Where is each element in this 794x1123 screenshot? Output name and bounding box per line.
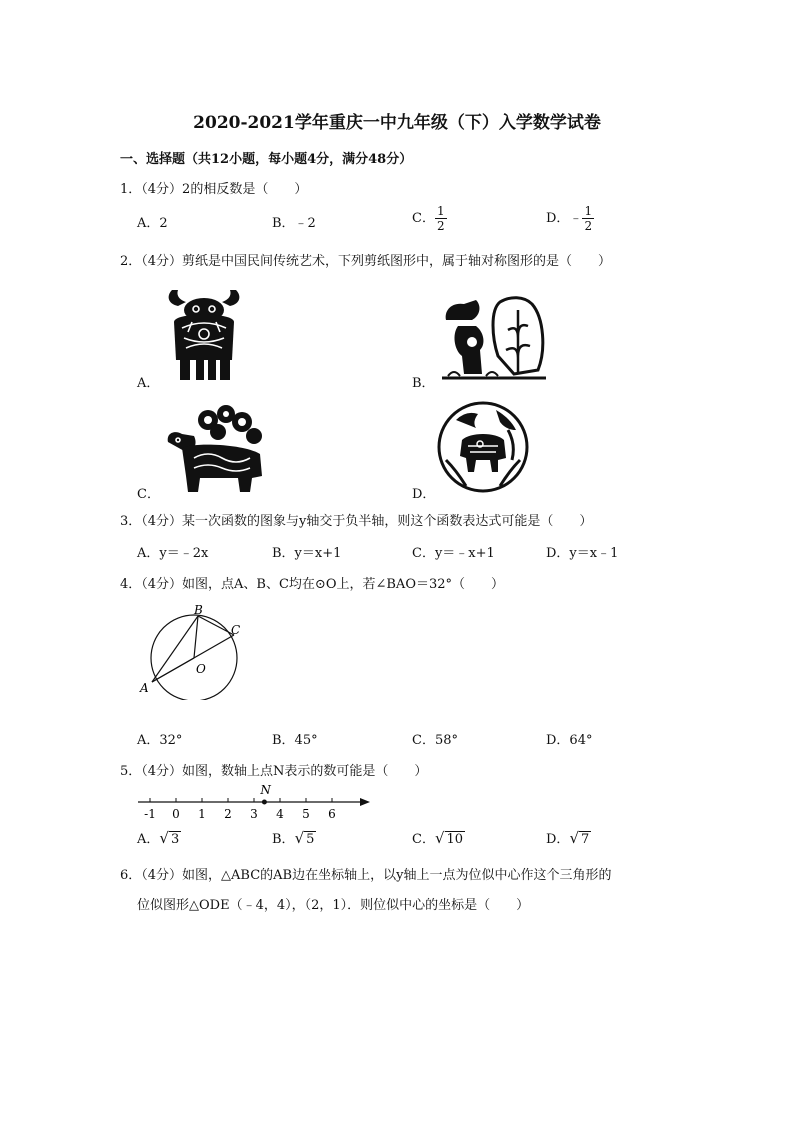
q2-option-b-label: B． [412,376,435,391]
number-line-tick-label: 0 [172,807,180,821]
q3-option-c: C．y＝﹣x+1 [412,546,495,561]
q3-option-a: A．y＝﹣2x [137,546,209,561]
q5-option-b [272,828,316,847]
q4-option-d: D．64° [546,733,593,748]
number-line-tick-label: 2 [224,807,232,821]
radicand: 5 [306,832,315,847]
q1-option-d-prefix: D．﹣ [546,211,583,226]
question-6-line-2: 位似图形△ODE（﹣4，4），（2，1）．则位似中心的坐标是（ ） [137,898,530,913]
q1-option-b: B．﹣2 [272,216,316,231]
q1-option-c-prefix: C． [412,211,435,226]
number-line-tick-label: 5 [302,807,310,821]
radicand: 3 [170,832,180,847]
number-line-point-label: N [260,783,271,797]
q1-option-c-fraction [435,204,447,233]
q1-option-a: A．2 [137,216,168,231]
fig-label-o: O [196,662,206,676]
q1-option-d-fraction [582,204,594,233]
radicand: 7 [581,832,590,847]
fig-label-c: C [231,623,241,637]
q4-option-b: B．45° [272,733,318,748]
q5-option-d-prefix: D． [546,832,570,847]
fraction-denominator: 2 [436,219,445,233]
page-title: 2020-2021学年重庆一中九年级（下）入学数学试卷 [193,113,601,133]
q5-option-d [546,828,591,847]
fig-label-b: B [194,603,203,617]
question-6-line-1: 6．（4分）如图，△ABC的AB边在坐标轴上，以y轴上一点为位似中心作这个三角形的 [120,868,612,883]
question-1-stem: 1．（4分）2的相反数是（ ） [120,182,308,197]
number-line-point-n [262,800,267,805]
fraction-numerator: 1 [584,204,593,218]
q2-option-a-label: A． [137,376,160,391]
fig-label-a: A [140,681,149,695]
sqrt-expression: √ 7 [569,829,590,847]
radicand: 10 [446,832,464,847]
papercut-ox-flowers-image [164,402,268,494]
q4-option-a: A．32° [137,733,183,748]
papercut-circle-ox-image [436,400,530,494]
papercut-ox-rock-image [438,290,550,382]
q1-option-d [546,204,594,233]
number-line-tick-label: 1 [198,807,206,821]
question-3-stem: 3．（4分）某一次函数的图象与y轴交于负半轴，则这个函数表达式可能是（ ） [120,514,593,529]
q3-option-d: D．y＝x﹣1 [546,546,619,561]
q5-option-a [137,828,181,847]
question-4-stem: 4．（4分）如图，点A、B、C均在⊙O上，若∠BAO＝32°（ ） [120,577,505,592]
number-line-tick-label: 3 [250,807,258,821]
section-heading: 一、选择题（共12小题，每小题4分，满分48分） [120,152,413,167]
question-2-stem: 2．（4分）剪纸是中国民间传统艺术，下列剪纸图形中，属于轴对称图形的是（ ） [120,254,612,269]
fraction-denominator: 2 [584,219,593,233]
q5-option-a-prefix: A． [137,832,160,847]
number-line-figure [136,780,376,824]
q5-option-b-prefix: B． [272,832,295,847]
fraction-numerator: 1 [436,204,445,218]
q4-option-c: C．58° [412,733,458,748]
q1-option-c [412,204,447,233]
q3-option-b: B．y＝x+1 [272,546,342,561]
q5-option-c [412,828,465,847]
sqrt-expression: √ 10 [434,829,464,847]
circle-geometry-figure [136,600,256,700]
sqrt-expression: √ 5 [294,829,315,847]
number-line-tick-label: 6 [328,807,336,821]
question-5-stem: 5．（4分）如图，数轴上点N表示的数可能是（ ） [120,764,428,779]
number-line-tick-label: -1 [144,807,156,821]
papercut-ox-front-image [162,282,246,382]
sqrt-expression: √ 3 [159,829,180,847]
number-line-tick-label: 4 [276,807,284,821]
q2-option-d-label: D． [412,487,436,502]
q5-option-c-prefix: C． [412,832,435,847]
q2-option-c-label: C． [137,487,160,502]
